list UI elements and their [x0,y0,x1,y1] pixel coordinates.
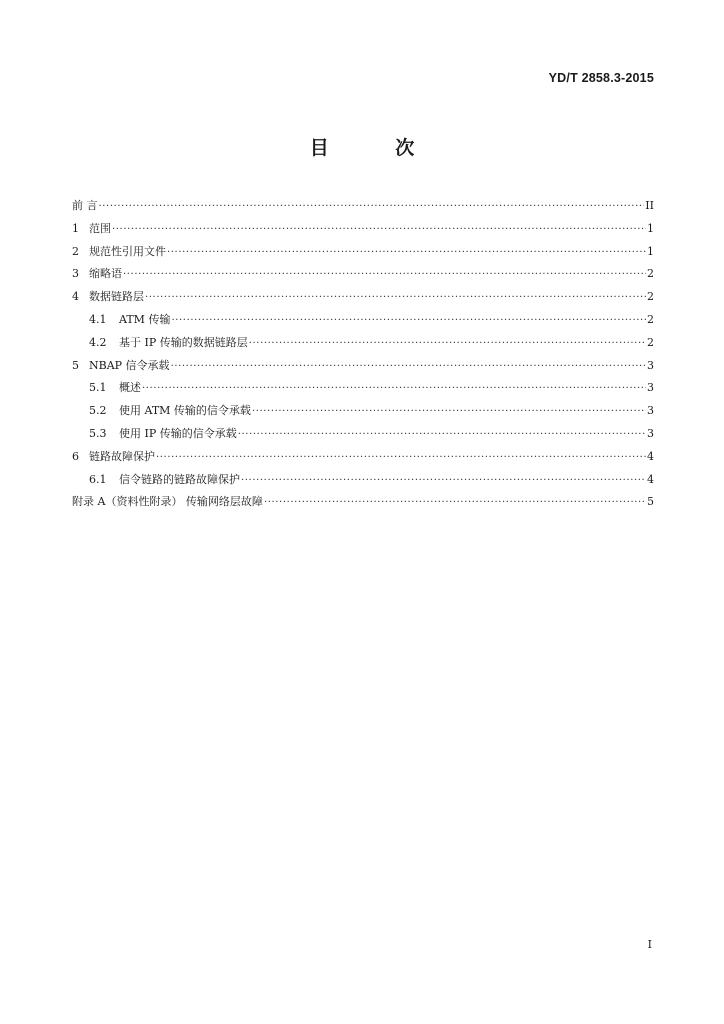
toc-entry-number: 4.2 [89,335,107,349]
toc-entry-number: 4.1 [89,312,107,326]
toc-entry-page: 1 [647,244,654,258]
toc-entry-label: 概述 [119,381,141,395]
toc-entry-number: 6 [72,449,79,463]
toc-leader-dots [249,336,646,349]
toc-entry[interactable] [72,448,654,471]
toc-entry-number: 1 [72,221,79,235]
toc-entry-label: 基于 IP 传输的数据链路层 [119,335,248,349]
toc-leader-dots [167,245,646,258]
toc-entry-page: 4 [647,472,654,486]
toc-entry-label: 使用 IP 传输的信令承载 [119,426,237,440]
toc-leader-dots [145,290,646,303]
toc-leader-dots [171,313,646,326]
toc-entry-label: 范围 [89,221,111,235]
toc-entry[interactable] [72,357,654,380]
toc-entry[interactable] [72,197,654,220]
toc-entry-label: 规范性引用文件 [89,244,166,258]
toc-leader-dots [238,427,646,440]
toc-entry-page: 2 [647,312,654,326]
toc-entry-number: 3 [72,267,79,281]
toc-entry-page: 3 [647,358,654,372]
toc-entry-number: 5.1 [89,381,107,395]
toc-entry[interactable] [72,243,654,266]
toc-leader-dots [241,473,646,486]
toc-entry[interactable] [72,493,654,516]
toc-leader-dots [171,359,646,372]
toc-entry-page: 2 [647,335,654,349]
toc-entry-page: 2 [647,290,654,304]
toc-entry-page: 1 [647,221,654,235]
toc-entry-number: 2 [72,244,79,258]
toc-entry-label: 前 言 [72,199,98,212]
toc-entry[interactable] [72,334,654,357]
toc-entry-label: 附录 A（资料性附录） 传输网络层故障 [72,495,263,509]
toc-entry-number: 4 [72,290,79,304]
toc-entry-label: 缩略语 [89,267,122,281]
toc-entry-label: 链路故障保护 [89,449,155,463]
toc-entry[interactable] [72,402,654,425]
page-title: 目 次 [309,137,445,159]
toc-entry-label: NBAP 信令承载 [89,358,170,372]
toc-entry-number: 6.1 [89,472,107,486]
toc-entry-page: 5 [647,495,654,509]
toc-entry-number: 5.3 [89,426,107,440]
toc-entry[interactable] [72,311,654,334]
toc-leader-dots [156,450,646,463]
toc-entry-page: 2 [647,267,654,281]
toc-leader-dots [142,381,646,394]
toc-entry-label: 使用 ATM 传输的信令承载 [119,404,251,418]
toc-entry-page: 3 [647,404,654,418]
toc-entry[interactable] [72,288,654,311]
toc-entry-page: 3 [647,381,654,395]
toc-entry-page: 4 [647,449,654,463]
toc-entry[interactable] [72,379,654,402]
toc-entry-page: II [645,199,654,212]
toc-entry-number: 5.2 [89,404,107,418]
toc-leader-dots [112,222,646,235]
toc-entry[interactable] [72,265,654,288]
toc-entry[interactable] [72,220,654,243]
toc-entry[interactable] [72,471,654,494]
toc-entry-page: 3 [647,426,654,440]
page-number: I [647,938,652,951]
toc-leader-dots [99,199,645,212]
toc-leader-dots [123,267,646,280]
toc-entry-number: 5 [72,358,79,372]
toc-entry[interactable] [72,425,654,448]
toc-entry-label: ATM 传输 [119,312,171,326]
toc-leader-dots [252,404,646,417]
standard-number: YD/T 2858.3-2015 [548,71,654,85]
toc-entry-label: 信令链路的链路故障保护 [119,472,240,486]
toc-entry-label: 数据链路层 [89,290,144,304]
table-of-contents [72,197,654,516]
toc-leader-dots [264,495,646,508]
